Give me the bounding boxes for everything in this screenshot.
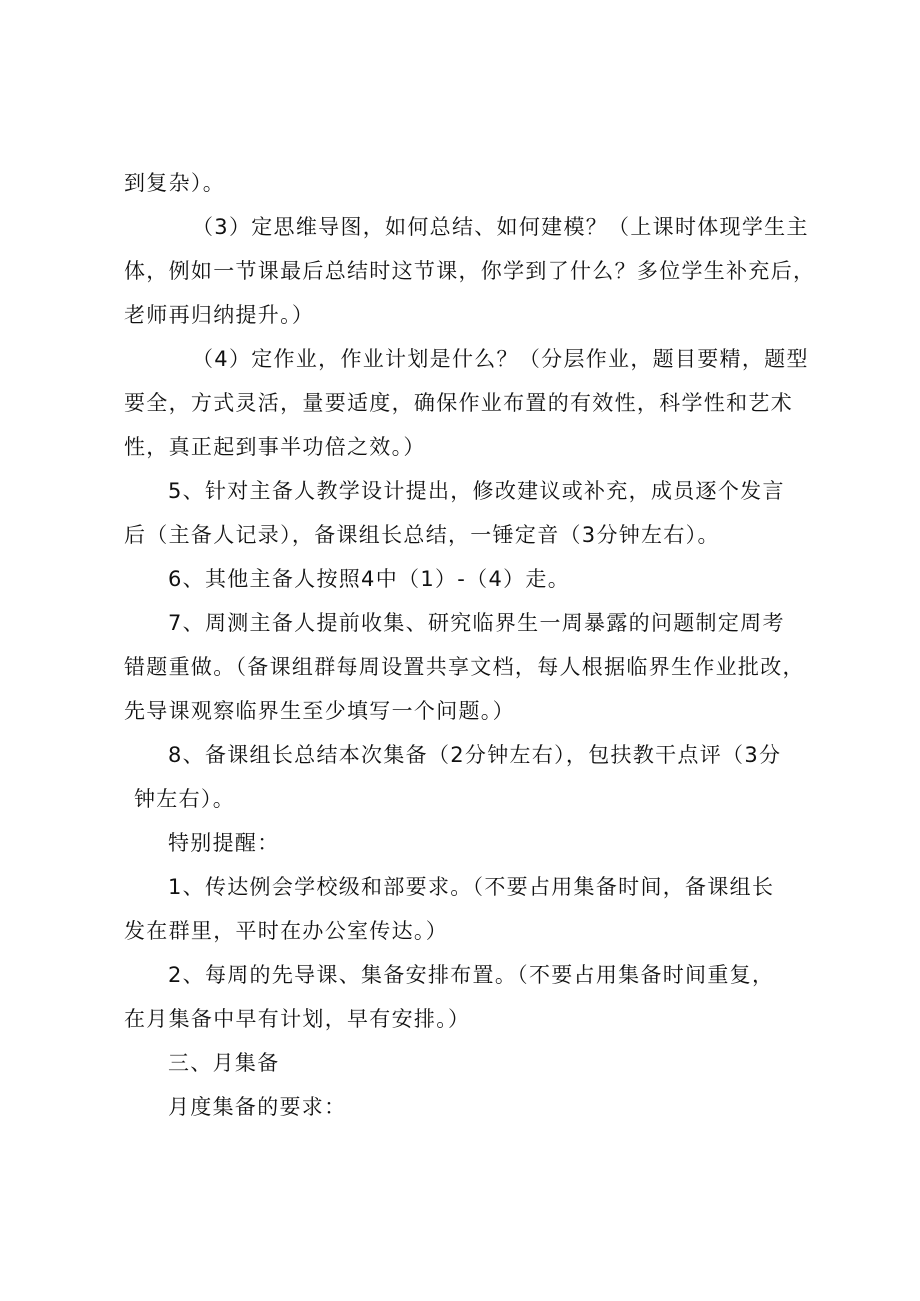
text-line: （4）定作业，作业计划是什么？（分层作业，题目要精，题型 [192, 347, 809, 371]
text-line: 体，例如一节课最后总结时这节课，你学到了什么？多位学生补充后， [124, 259, 816, 283]
section-heading: 三、月集备 [168, 1051, 280, 1075]
text-line: 老师再归纳提升。） [124, 303, 315, 327]
text-line: 7、周测主备人提前收集、研究临界生一周暴露的问题制定周考 [168, 611, 785, 635]
text-line: 要全，方式灵活，量要适度，确保作业布置的有效性，科学性和艺术 [124, 391, 793, 415]
text-line: 月度集备的要求： [168, 1095, 347, 1119]
text-line: 钟左右）。 [134, 787, 235, 811]
text-line: 1、传达例会学校级和部要求。（不要占用集备时间，备课组长 [168, 875, 775, 899]
text-line: 错题重做。（备课组群每周设置共享文档，每人根据临界生作业批改， [124, 655, 805, 679]
text-line: （3）定思维导图，如何总结、如何建模？（上课时体现学生主 [192, 215, 809, 239]
text-line: 6、其他主备人按照4中（1）-（4）走。 [168, 567, 571, 591]
text-line: 后（主备人记录），备课组长总结，一锤定音（3分钟左右）。 [124, 523, 720, 547]
text-line: 性，真正起到事半功倍之效。） [124, 435, 426, 459]
text-line: 先导课观察临界生至少填写一个问题。） [124, 699, 515, 723]
text-line: 5、针对主备人教学设计提出，修改建议或补充，成员逐个发言 [168, 479, 785, 503]
text-line: 发在群里，平时在办公室传达。） [124, 919, 448, 943]
text-line: 2、每周的先导课、集备安排布置。（不要占用集备时间重复， [168, 963, 775, 987]
text-line: 到复杂）。 [124, 171, 225, 195]
text-line: 8、备课组长总结本次集备（2分钟左右），包扶教干点评（3分 [168, 743, 782, 767]
text-line: 在月集备中早有计划，早有安排。） [124, 1007, 471, 1031]
text-line: 特别提醒： [168, 831, 280, 855]
